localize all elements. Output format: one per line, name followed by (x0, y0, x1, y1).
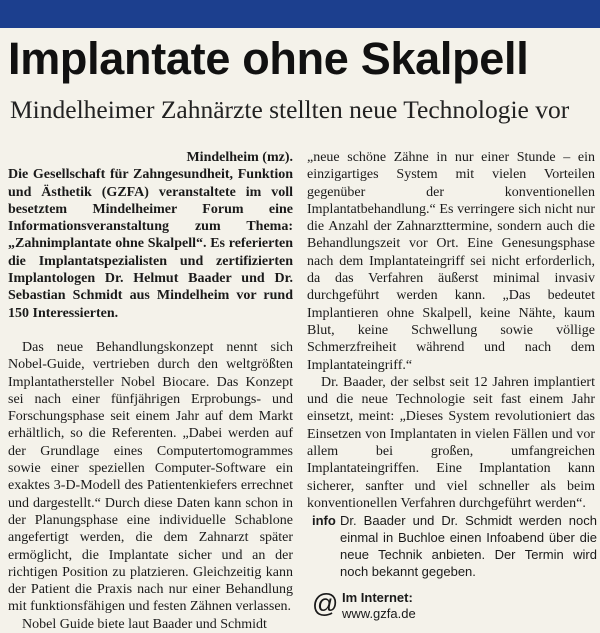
top-color-bar (0, 0, 600, 28)
body-paragraph-4: Dr. Baader, der selbst seit 12 Jahren implantiert und die neue Technologie seit fast einem Jahr einsetzt, meint: „Dieses System revolutioniert das Einsetzen von Implantaten in vielen Fällen und vor allem bei großen, umfangreichen Implantateingriffen. Eine Implantation kann sicherer, sanfter und viel schneller als beim konventionellen Verfahren durchgeführt werden“. (307, 374, 595, 511)
web-reference (312, 588, 597, 624)
body-paragraph-1: Das neue Behandlungskonzept nennt sich Nobel-Guide, vertrieben durch den weltgrößten Implantathersteller Nobel Biocare. Das Konzept sei nach einer fünfjährigen Erprobungs- und Forschungsphase seit einem Jahr auf dem Markt erhältlich, so die Referenten. „Dabei werden auf der Grundlage eines Computertomogrammes sowie einer speziellen Computer-Software ein exaktes 3-D-Modell des Patientenkiefers errechnet und dargestellt.“ Durch diese Daten kann schon in der Planungsphase eine individuelle Schablone angefertigt werden, die dem Zahnarzt später ermöglicht, die Implantate sicher und an der richtigen Position zu platzieren. Gleichzeitig kann der Patient die Praxis nach nur einer Behandlung mit funktionsfähigen und festen Zähnen verlassen. (8, 339, 293, 615)
article-subheadline: Mindelheimer Zahnärzte stellten neue Technologie vor (10, 95, 570, 124)
web-url[interactable]: www.gzfa.de (342, 606, 416, 621)
info-text: Dr. Baader und Dr. Schmidt werden noch einmal in Buchloe einen Infoabend über die neue Technik anbieten. Der Termin wird noch bekannt gegeben. (340, 513, 597, 579)
article-column-right (307, 149, 595, 512)
article-column-left (8, 149, 293, 633)
article-headline: Implantate ohne Skalpell (8, 33, 529, 84)
article-lead: Die Gesellschaft für Zahngesundheit, Funktion und Ästhetik (GZFA) veranstaltete im voll besetztem Mindelheimer Forum eine Informationsveranstaltung zum Thema: „Zahnimplantate ohne Skalpell“. Es referierten die Implantatspezialisten und zertifizierten Implantologen Dr. Helmut Baader und Dr. Sebastian Schmidt aus Mindelheim vor rund 150 Interessierten. (8, 167, 293, 321)
body-paragraph-2: Nobel Guide biete laut Baader und Schmidt (22, 616, 267, 632)
body-paragraph-3: „neue schöne Zähne in nur einer Stunde – ein einzigartiges System mit vielen Vorteilen gegenüber der konventionellen Implantatbehandlung.“ Es verringere sich nicht nur die Anzahl der Zahnarzttermine, sondern auch die Behandlungszeit vor Ort. Eine Genesungsphase nach dem Implantateingriff sei nicht erforderlich, da das Verfahren äußerst minimal invasiv durchgeführt werden kann. „Das bedeutet Implantieren ohne Skalpell, keine Nähte, kaum Blut, keine Schwellung sowie völlige Schmerzfreiheit während und nach dem Implantateingriff.“ (307, 150, 595, 373)
info-box (312, 512, 597, 580)
dateline: Mindelheim (mz). (186, 150, 293, 165)
web-label: Im Internet: (342, 590, 413, 605)
at-icon: @ (312, 588, 339, 618)
info-label: info (312, 513, 336, 528)
